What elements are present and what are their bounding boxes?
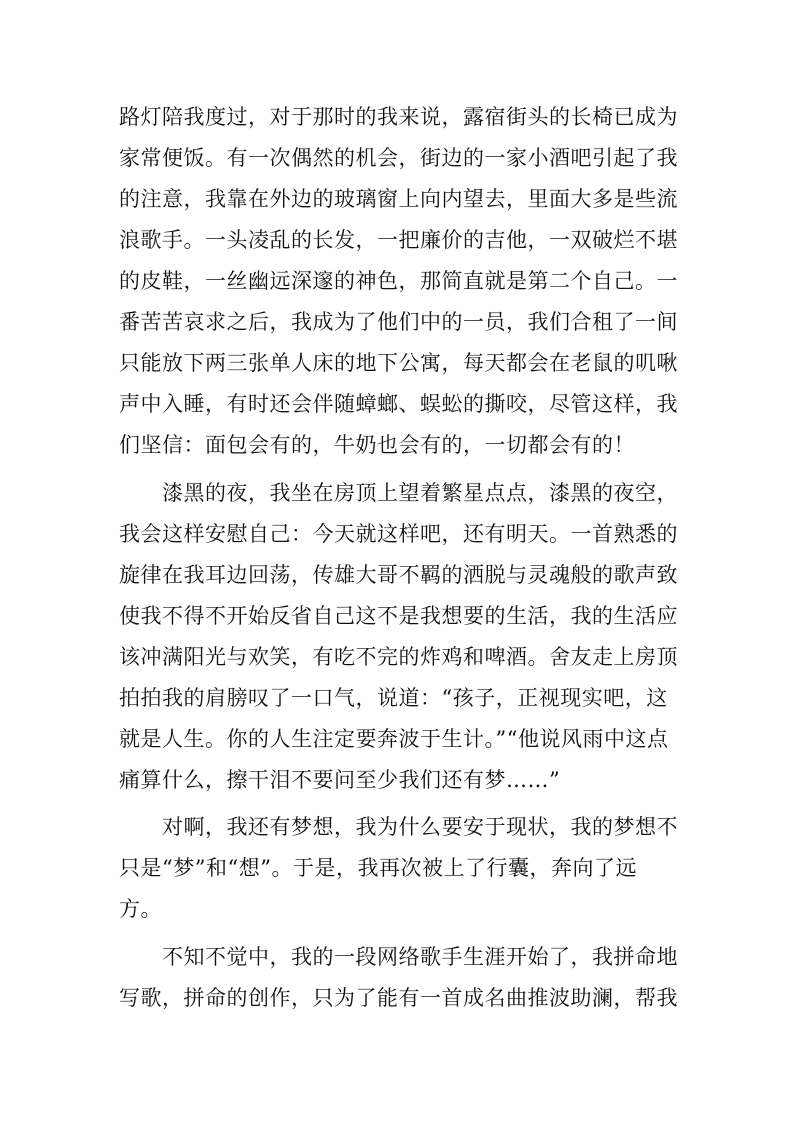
paragraph-first-line: 不知不觉中，我的一段网络歌手生涯开始了，我拼命地: [162, 945, 678, 969]
text-line: 使我不得不开始反省自己这不是我想要的生活，我的生活应: [119, 604, 678, 628]
text-line: 声中入睡，有时还会伴随蟑螂、蜈蚣的撕咬，尽管这样，我: [119, 392, 678, 416]
text-line: 只能放下两三张单人床的地下公寓，每天都会在老鼠的叽啾: [119, 351, 678, 375]
text-line: 我会这样安慰自己：今天就这样吧，还有明天。一首熟悉的: [119, 522, 678, 546]
text-line: 的皮鞋，一丝幽远深邃的神色，那简直就是第二个自己。一: [119, 269, 678, 293]
text-line: 的注意，我靠在外边的玻璃窗上向内望去，里面大多是些流: [119, 187, 678, 211]
text-line: 旋律在我耳边回荡，传雄大哥不羁的洒脱与灵魂般的歌声致: [119, 563, 678, 587]
paragraph-first-line: 漆黑的夜，我坐在房顶上望着繁星点点，漆黑的夜空，: [162, 481, 678, 505]
text-line: 番苦苦哀求之后，我成为了他们中的一员，我们合租了一间: [119, 310, 678, 334]
text-line: 只是“梦”和“想”。于是，我再次被上了行囊，奔向了远: [119, 856, 637, 880]
text-line: 方。: [119, 897, 162, 921]
text-line: 就是人生。你的人生注定要奔波于生计。”“他说风雨中这点: [119, 727, 669, 751]
text-line: 浪歌手。一头凌乱的长发，一把廉价的吉他，一双破烂不堪: [119, 228, 678, 252]
text-line: 该冲满阳光与欢笑，有吃不完的炸鸡和啤酒。舍友走上房顶: [119, 645, 678, 669]
paragraph-first-line: 对啊，我还有梦想，我为什么要安于现状，我的梦想不: [162, 815, 678, 839]
text-line: 痛算什么，擦干泪不要问至少我们还有梦……”: [119, 768, 561, 792]
text-line: 拍拍我的肩膀叹了一口气，说道：“孩子，正视现实吧，这: [119, 686, 668, 710]
text-line: 写歌，拼命的创作，只为了能有一首成名曲推波助澜，帮我: [119, 986, 678, 1010]
text-line: 们坚信：面包会有的，牛奶也会有的，一切都会有的！: [119, 433, 635, 457]
text-line: 路灯陪我度过，对于那时的我来说，露宿街头的长椅已成为: [119, 105, 678, 129]
text-line: 家常便饭。有一次偶然的机会，街边的一家小酒吧引起了我: [119, 146, 678, 170]
